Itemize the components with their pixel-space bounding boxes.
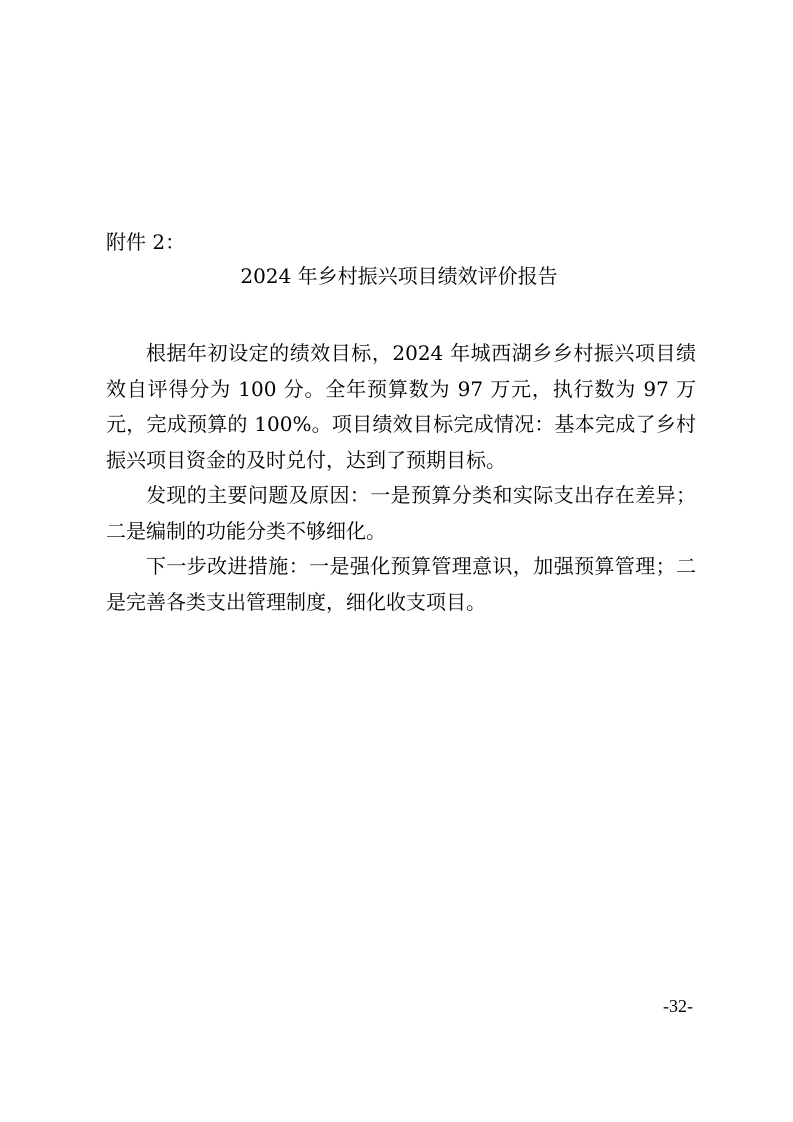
attachment-label: 附件 2：	[106, 230, 186, 254]
paragraph-problems: 发现的主要问题及原因：一是预算分类和实际支出存在差异；二是编制的功能分类不够细化。	[106, 483, 696, 543]
page-number: -32-	[663, 996, 693, 1016]
report-title: 2024 年乡村振兴项目绩效评价报告	[240, 264, 558, 288]
paragraph-improvements: 下一步改进措施：一是强化预算管理意识，加强预算管理；二是完善各类支出管理制度，细化收支项目。	[106, 554, 696, 614]
paragraph-performance-summary: 根据年初设定的绩效目标，2024 年城西湖乡乡村振兴项目绩效自评得分为 100 分。全年预算数为 97 万元，执行数为 97 万元，完成预算的 100%。项目绩效目标完成情况：基本完成了乡村振兴项目资金的及时兑付，达到了预期目标。	[106, 341, 696, 472]
report-body	[106, 336, 696, 620]
